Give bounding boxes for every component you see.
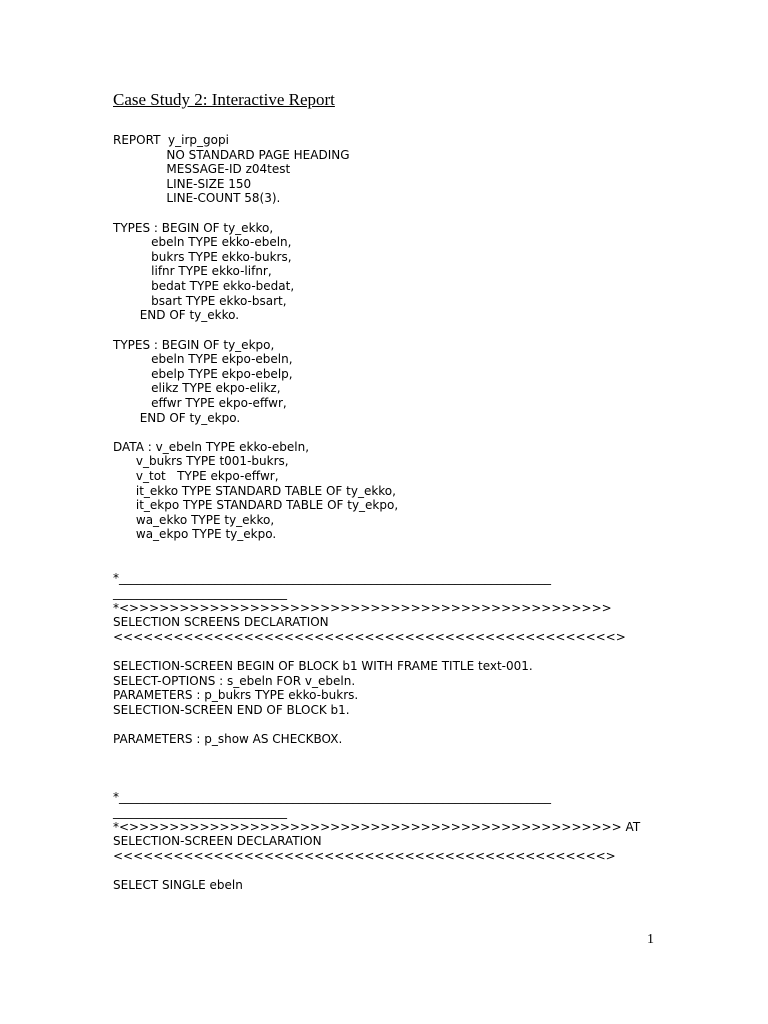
page-title: Case Study 2: Interactive Report <box>113 90 335 109</box>
code-line <box>113 425 658 440</box>
code-line <box>113 761 658 776</box>
code-line: _____________________________ <box>113 805 287 820</box>
code-line: wa_ekpo TYPE ty_ekpo. <box>113 527 277 542</box>
code-line: ebelp TYPE ekpo-ebelp, <box>113 366 293 381</box>
code-line: SELECTION-SCREEN DECLARATION <box>113 834 322 849</box>
code-line: PARAMETERS : p_bukrs TYPE ekko-bukrs. <box>113 688 359 703</box>
code-line: bedat TYPE ekko-bedat, <box>113 279 295 294</box>
code-line: ebeln TYPE ekko-ebeln, <box>113 235 292 250</box>
code-line: SELECTION-SCREEN END OF BLOCK b1. <box>113 702 350 717</box>
code-line: wa_ekko TYPE ty_ekko, <box>113 512 275 527</box>
code-line: TYPES : BEGIN OF ty_ekko, <box>113 220 274 235</box>
code-line: _____________________________ <box>113 585 287 600</box>
code-line: LINE-COUNT 58(3). <box>113 191 281 206</box>
code-line: SELECT SINGLE ebeln <box>113 878 243 893</box>
code-line <box>113 717 658 732</box>
code-line: END OF ty_ekpo. <box>113 410 241 425</box>
code-line: LINE-SIZE 150 <box>113 176 252 191</box>
code-line: SELECTION SCREENS DECLARATION <box>113 615 329 630</box>
code-listing <box>113 133 658 893</box>
code-line <box>113 557 658 572</box>
code-line: <<<<<<<<<<<<<<<<<<<<<<<<<<<<<<<<<<<<<<<<<<<<<<<<<> <box>113 848 616 863</box>
code-line: SELECT-OPTIONS : s_ebeln FOR v_ebeln. <box>113 673 356 688</box>
code-line: REPORT y_irp_gopi <box>113 133 229 147</box>
code-line: bsart TYPE ekko-bsart, <box>113 293 287 308</box>
code-line: ebeln TYPE ekpo-ebeln, <box>113 352 293 367</box>
code-line: SELECTION-SCREEN BEGIN OF BLOCK b1 WITH FRAME TITLE text-001. <box>113 658 533 673</box>
code-line <box>113 323 658 338</box>
code-line: END OF ty_ekko. <box>113 308 240 323</box>
code-line: bukrs TYPE ekko-bukrs, <box>113 249 292 264</box>
code-line: *<>>>>>>>>>>>>>>>>>>>>>>>>>>>>>>>>>>>>>>>>>>>>>>>>> AT <box>113 819 641 834</box>
code-line: elikz TYPE ekpo-elikz, <box>113 381 281 396</box>
code-line: *________________________________________________________________________ <box>113 790 551 805</box>
code-line <box>113 747 658 762</box>
page-number: 1 <box>647 932 654 947</box>
code-line: effwr TYPE ekpo-effwr, <box>113 395 287 410</box>
code-line <box>113 776 658 791</box>
code-line: it_ekpo TYPE STANDARD TABLE OF ty_ekpo, <box>113 498 399 513</box>
code-line <box>113 206 658 221</box>
code-line: TYPES : BEGIN OF ty_ekpo, <box>113 337 275 352</box>
code-line: PARAMETERS : p_show AS CHECKBOX. <box>113 731 343 746</box>
code-line: *________________________________________________________________________ <box>113 571 551 586</box>
code-line: lifnr TYPE ekko-lifnr, <box>113 264 272 279</box>
code-line <box>113 863 658 878</box>
code-line: DATA : v_ebeln TYPE ekko-ebeln, <box>113 439 310 454</box>
code-line: NO STANDARD PAGE HEADING <box>113 147 350 162</box>
code-line <box>113 542 658 557</box>
code-line: *<>>>>>>>>>>>>>>>>>>>>>>>>>>>>>>>>>>>>>>>>>>>>>>>> <box>113 600 612 615</box>
code-line: MESSAGE-ID z04test <box>113 162 291 177</box>
code-line: it_ekko TYPE STANDARD TABLE OF ty_ekko, <box>113 483 396 498</box>
code-line: v_bukrs TYPE t001-bukrs, <box>113 454 289 469</box>
code-line: v_tot TYPE ekpo-effwr, <box>113 469 279 484</box>
code-line: <<<<<<<<<<<<<<<<<<<<<<<<<<<<<<<<<<<<<<<<<<<<<<<<<<> <box>113 629 626 644</box>
code-line <box>113 644 658 659</box>
